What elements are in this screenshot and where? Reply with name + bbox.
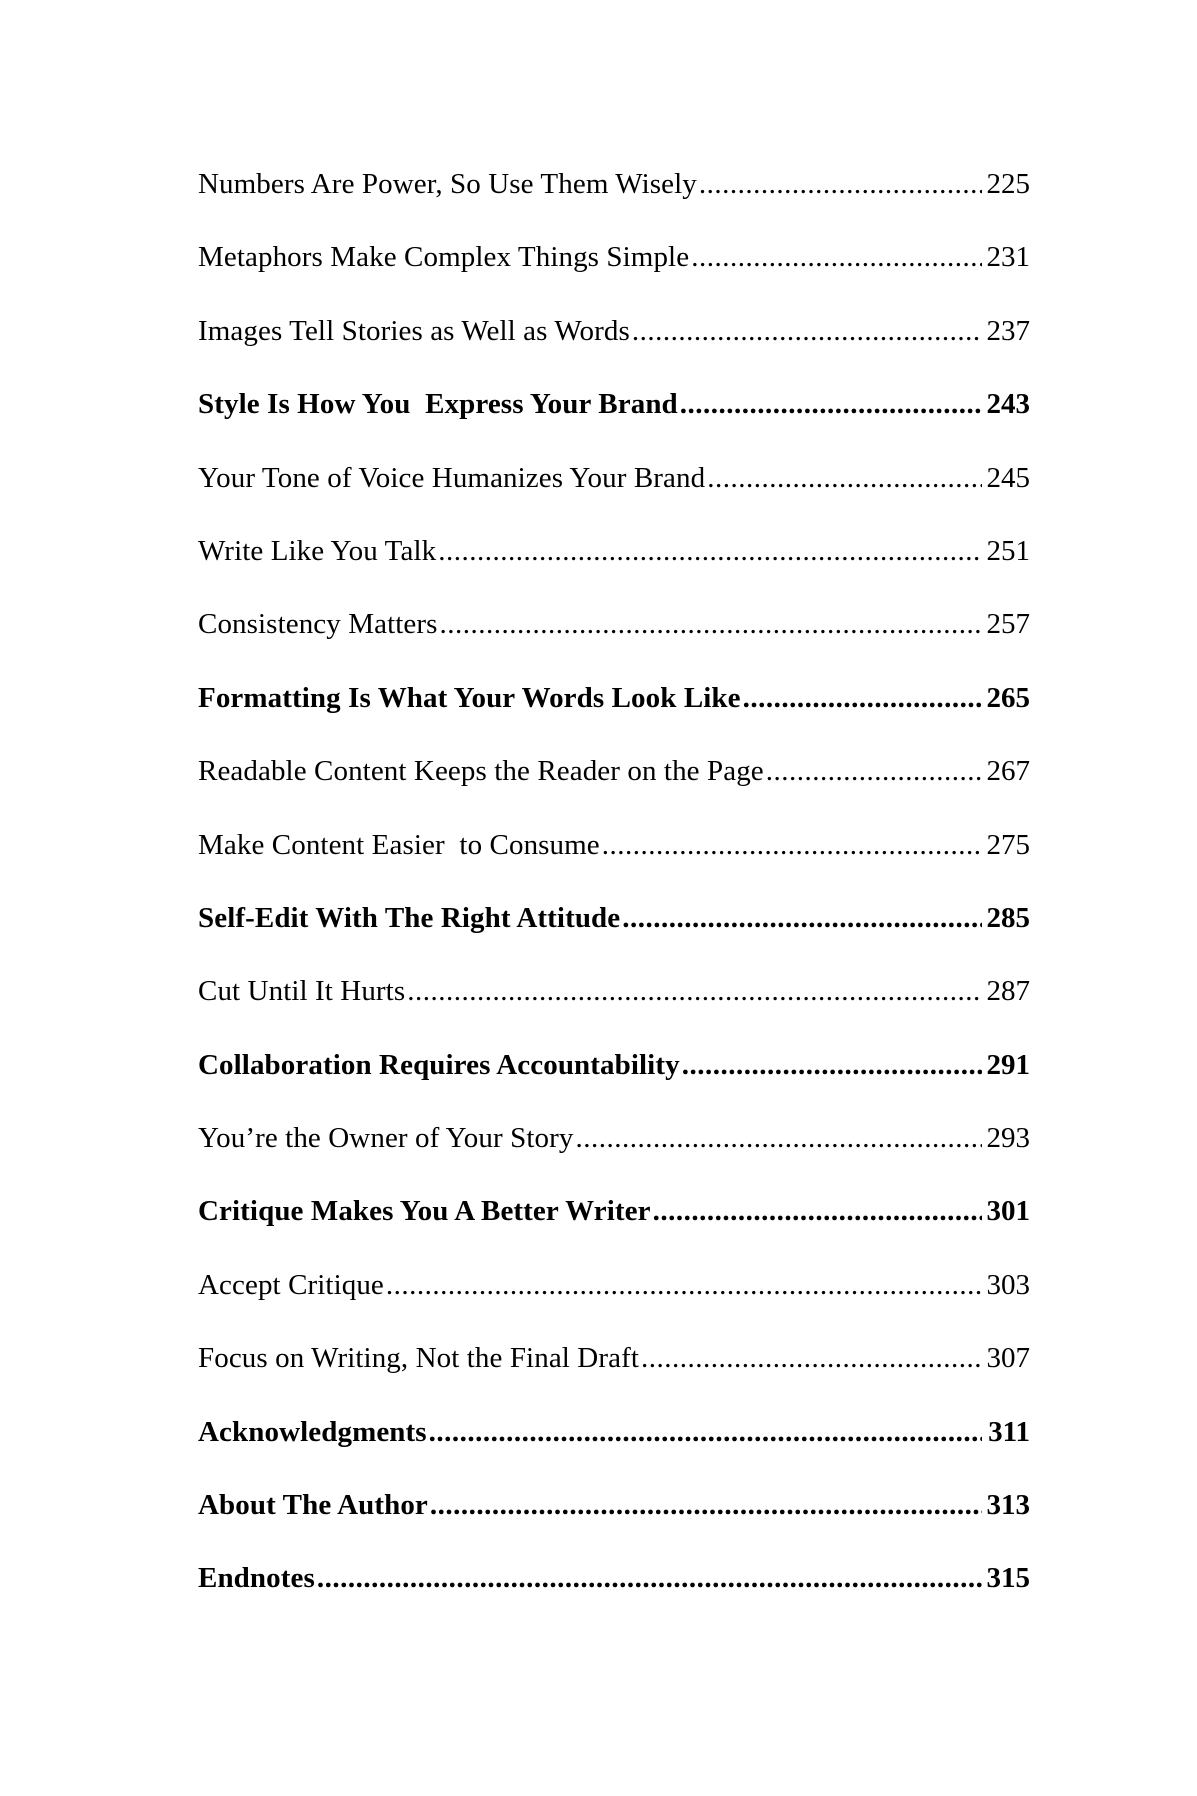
toc-entry-accept-critique[interactable] bbox=[198, 1267, 1030, 1340]
toc-entry-title: Images Tell Stories as Well as Words bbox=[198, 314, 630, 347]
toc-page-number: 293 bbox=[986, 1122, 1030, 1155]
toc-entry-title: Readable Content Keeps the Reader on the Page bbox=[198, 755, 764, 788]
toc-page-number: 225 bbox=[986, 168, 1030, 200]
toc-entry-title: Critique Makes You A Better Writer bbox=[198, 1195, 651, 1228]
toc-entry-title: Write Like You Talk bbox=[198, 534, 437, 567]
toc-page-number: 251 bbox=[986, 534, 1030, 567]
toc-entry-consistency-matters[interactable] bbox=[198, 606, 1030, 679]
toc-entry-tone-of-voice[interactable] bbox=[198, 460, 1030, 533]
toc-page-number: 285 bbox=[986, 901, 1030, 934]
toc-entry-make-content-easier[interactable] bbox=[198, 827, 1030, 900]
toc-chapter-about-the-author[interactable] bbox=[198, 1487, 1030, 1560]
toc-dot-leader bbox=[407, 973, 982, 1009]
toc-dot-leader bbox=[699, 166, 982, 202]
toc-entry-title: Your Tone of Voice Humanizes Your Brand bbox=[198, 461, 706, 494]
toc-chapter-self-edit[interactable] bbox=[198, 900, 1030, 973]
toc-dot-leader bbox=[653, 1193, 982, 1229]
toc-chapter-critique[interactable] bbox=[198, 1193, 1030, 1266]
toc-dot-leader bbox=[707, 460, 982, 496]
toc-dot-leader bbox=[632, 313, 982, 349]
toc-page-number: 307 bbox=[986, 1342, 1030, 1375]
toc-entry-title: Make Content Easier to Consume bbox=[198, 828, 600, 861]
toc-entry-title: Style Is How You Express Your Brand bbox=[198, 388, 678, 421]
toc-page-number: 257 bbox=[986, 608, 1030, 641]
toc-page-number: 311 bbox=[988, 1415, 1030, 1448]
toc-entry-cut-until-it-hurts[interactable] bbox=[198, 973, 1030, 1046]
toc-chapter-formatting[interactable] bbox=[198, 680, 1030, 753]
toc-dot-leader bbox=[430, 1487, 982, 1523]
toc-dot-leader bbox=[743, 680, 982, 716]
toc-chapter-endnotes[interactable] bbox=[198, 1560, 1030, 1633]
toc-dot-leader bbox=[602, 827, 982, 863]
toc-page-number: 301 bbox=[986, 1195, 1030, 1228]
toc-page-number: 231 bbox=[986, 241, 1030, 274]
toc-dot-leader bbox=[766, 753, 982, 789]
toc-entry-images-tell-stories[interactable] bbox=[198, 313, 1030, 386]
toc-dot-leader bbox=[386, 1267, 982, 1303]
toc-chapter-collaboration[interactable] bbox=[198, 1047, 1030, 1120]
toc-entry-numbers-are-power[interactable] bbox=[198, 166, 1030, 239]
toc-entry-focus-on-writing[interactable] bbox=[198, 1340, 1030, 1413]
toc-chapter-acknowledgments[interactable] bbox=[198, 1414, 1030, 1487]
toc-dot-leader bbox=[575, 1120, 982, 1156]
toc-page-number: 267 bbox=[986, 755, 1030, 788]
toc-entry-title: Collaboration Requires Accountability bbox=[198, 1048, 680, 1081]
toc-entry-write-like-you-talk[interactable] bbox=[198, 533, 1030, 606]
toc-chapter-style[interactable] bbox=[198, 386, 1030, 459]
toc-page-number: 315 bbox=[986, 1562, 1030, 1595]
toc-entry-title: You’re the Owner of Your Story bbox=[198, 1122, 574, 1155]
toc-dot-leader bbox=[682, 1047, 982, 1083]
toc-dot-leader bbox=[680, 386, 982, 422]
toc-entry-title: Cut Until It Hurts bbox=[198, 975, 406, 1008]
toc-entry-title: Endnotes bbox=[198, 1562, 315, 1595]
toc-dot-leader bbox=[317, 1560, 982, 1596]
toc-page-number: 237 bbox=[986, 314, 1030, 347]
toc-entry-title: Acknowledgments bbox=[198, 1415, 427, 1448]
toc-entry-title: Formatting Is What Your Words Look Like bbox=[198, 681, 741, 714]
toc-page-number: 291 bbox=[986, 1048, 1030, 1081]
toc-entry-owner-of-your-story[interactable] bbox=[198, 1120, 1030, 1193]
toc-page-number: 313 bbox=[986, 1489, 1030, 1522]
toc-page-number: 265 bbox=[986, 681, 1030, 714]
toc-dot-leader bbox=[641, 1340, 982, 1376]
toc-page-number: 287 bbox=[986, 975, 1030, 1008]
toc-entry-readable-content[interactable] bbox=[198, 753, 1030, 826]
toc-page-number: 243 bbox=[986, 388, 1030, 421]
toc-page-number: 275 bbox=[986, 828, 1030, 861]
toc-entry-title: Metaphors Make Complex Things Simple bbox=[198, 241, 690, 274]
toc-entry-metaphors[interactable] bbox=[198, 239, 1030, 312]
toc-entry-title: Consistency Matters bbox=[198, 608, 438, 641]
toc-entry-title: About The Author bbox=[198, 1489, 428, 1522]
toc-page-number: 245 bbox=[986, 461, 1030, 494]
toc-dot-leader bbox=[440, 606, 982, 642]
toc-page-number: 303 bbox=[986, 1268, 1030, 1301]
toc-dot-leader bbox=[438, 533, 982, 569]
toc-entry-title: Focus on Writing, Not the Final Draft bbox=[198, 1342, 639, 1375]
toc-dot-leader bbox=[429, 1414, 982, 1450]
toc-dot-leader bbox=[622, 900, 982, 936]
table-of-contents bbox=[198, 166, 1030, 1634]
toc-entry-title: Accept Critique bbox=[198, 1268, 384, 1301]
toc-dot-leader bbox=[691, 239, 982, 275]
toc-entry-title: Self-Edit With The Right Attitude bbox=[198, 901, 621, 934]
toc-entry-title: Numbers Are Power, So Use Them Wisely bbox=[198, 168, 697, 200]
